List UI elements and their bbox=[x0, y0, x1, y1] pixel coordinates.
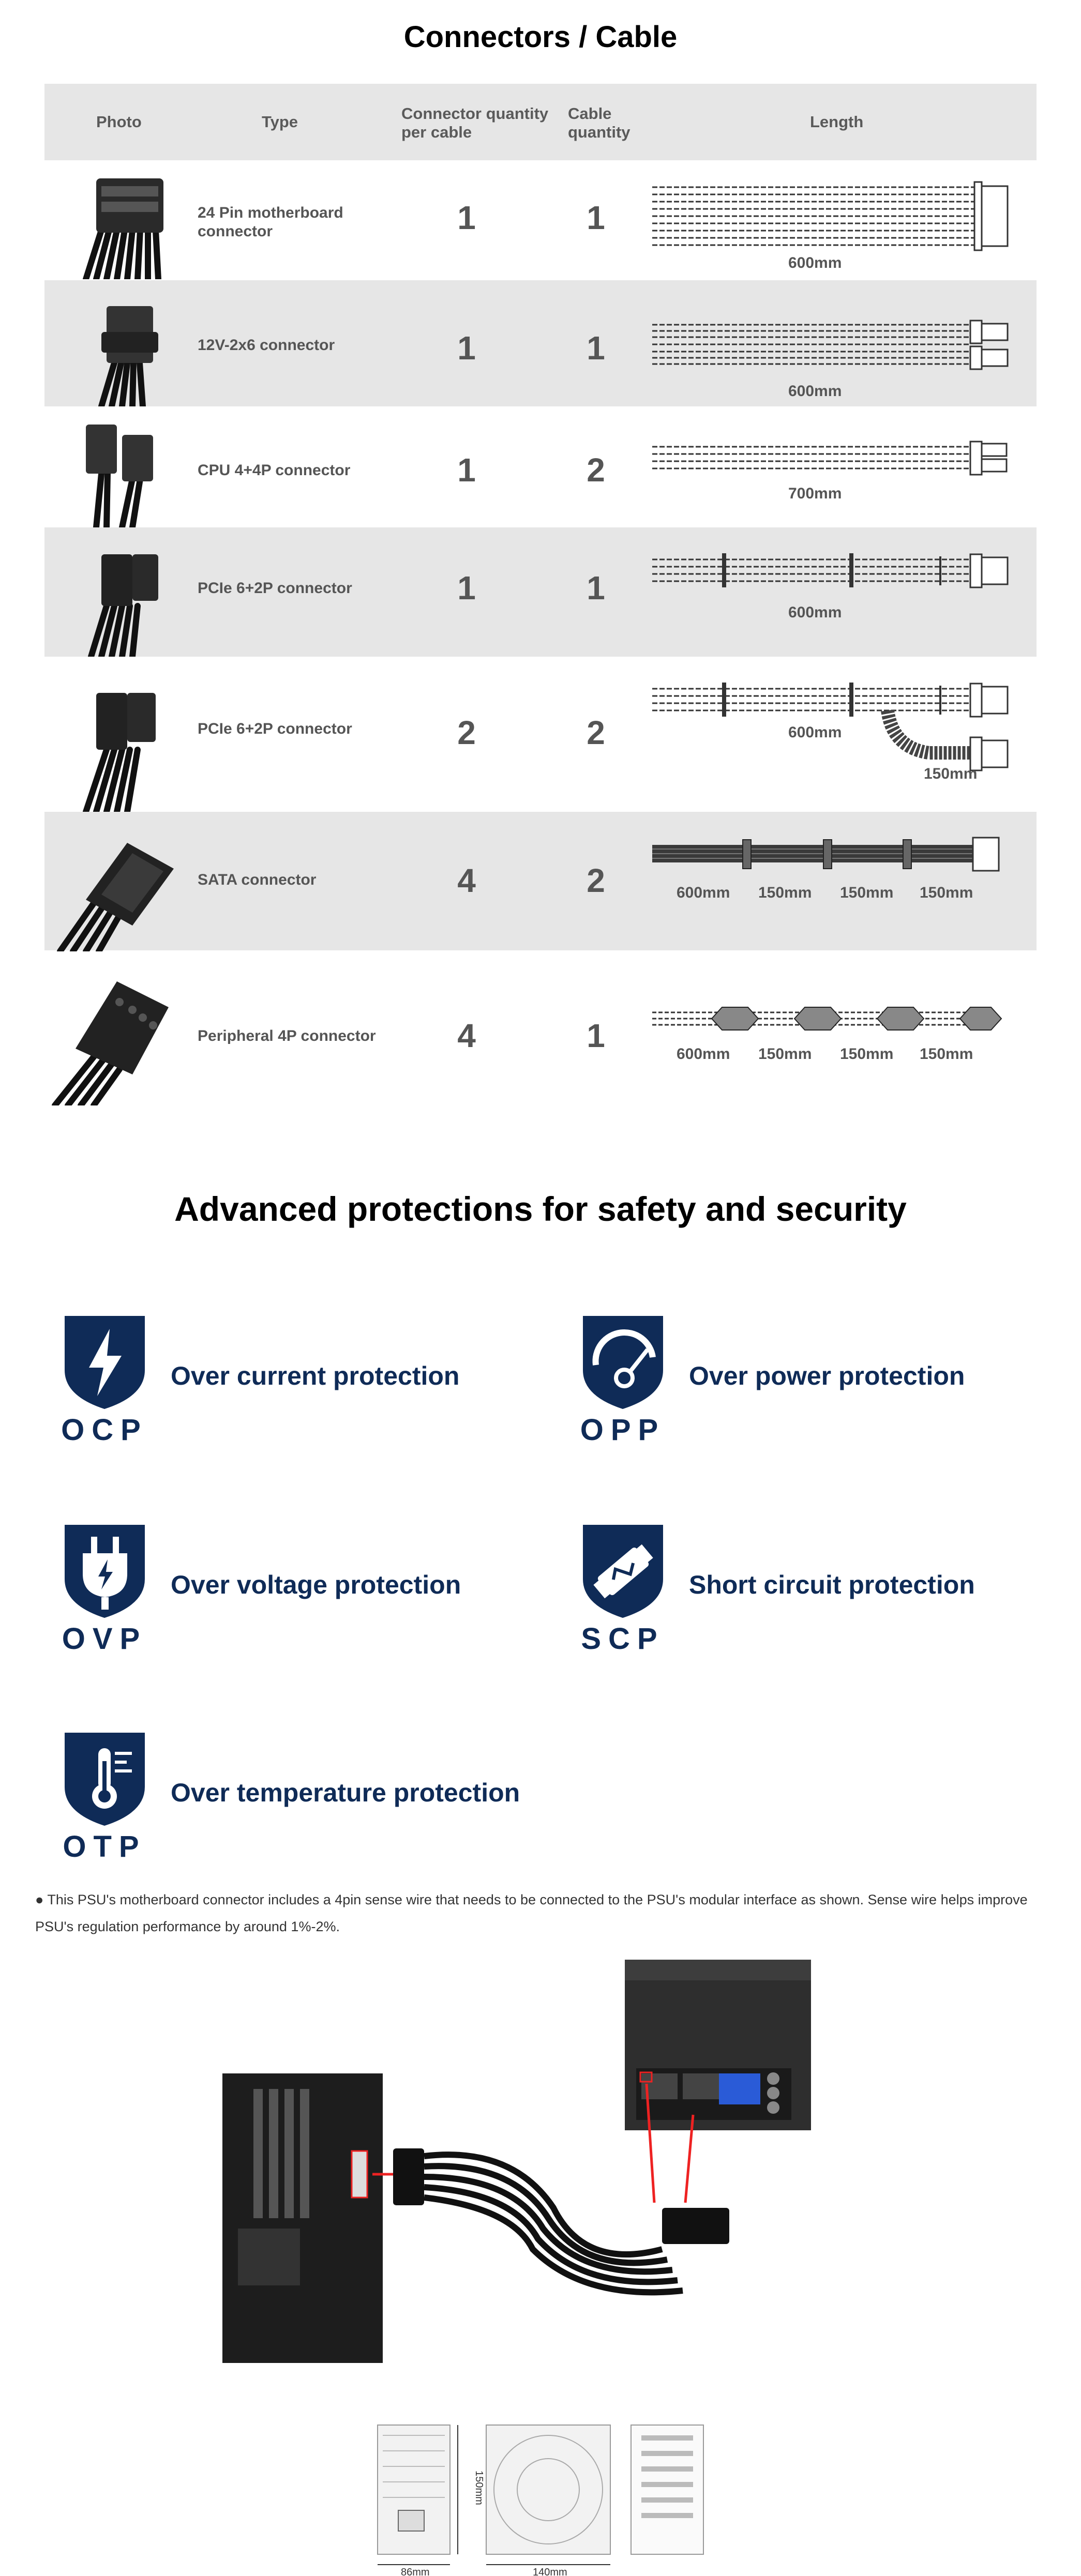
fuse-icon bbox=[575, 1522, 679, 1651]
connector-photo bbox=[65, 412, 179, 527]
connectors-title: Connectors / Cable bbox=[403, 20, 678, 54]
table-row bbox=[44, 812, 1037, 950]
protection-label: Over current protection bbox=[171, 1361, 460, 1390]
cable-diagram bbox=[650, 440, 1012, 481]
connector-type: 24 Pin motherboard connector bbox=[198, 204, 343, 240]
length-label: 150mm bbox=[924, 765, 978, 782]
table-row bbox=[44, 527, 1037, 657]
table-row bbox=[44, 950, 1037, 1105]
cable-diagram bbox=[650, 179, 1012, 256]
cable-diagram bbox=[650, 551, 1012, 598]
protection-item-otp bbox=[57, 1730, 574, 1865]
protection-label: Over voltage protection bbox=[171, 1570, 461, 1599]
connector-photo bbox=[50, 971, 184, 1105]
width-label: 86mm bbox=[401, 2567, 430, 2576]
connector-photo bbox=[65, 291, 179, 406]
psu-dimensions bbox=[372, 2420, 714, 2575]
length-label: 600mm bbox=[788, 254, 842, 271]
protection-item-opp bbox=[575, 1313, 1041, 1448]
cable-quantity: 2 bbox=[587, 714, 605, 751]
length-label: 600mm bbox=[677, 1045, 730, 1063]
protections-title: Advanced protections for safety and security bbox=[174, 1190, 907, 1228]
length-label: 600mm bbox=[677, 884, 730, 901]
protection-abbr: OVP bbox=[62, 1622, 147, 1651]
connector-quantity: 1 bbox=[457, 329, 476, 367]
protection-label: Over power protection bbox=[689, 1361, 965, 1390]
header-cable-quantity: Cable quantity bbox=[568, 104, 630, 141]
connector-quantity: 4 bbox=[457, 1017, 476, 1054]
connector-type: 12V-2x6 connector bbox=[198, 337, 335, 354]
connector-quantity: 1 bbox=[457, 569, 476, 607]
lightning-icon bbox=[57, 1313, 160, 1443]
length-label: 600mm bbox=[788, 604, 842, 621]
table-row bbox=[44, 280, 1037, 406]
plug-icon bbox=[57, 1522, 160, 1651]
header-photo: Photo bbox=[96, 113, 142, 131]
depth-label: 140mm bbox=[533, 2567, 567, 2576]
connector-quantity: 2 bbox=[457, 714, 476, 751]
protection-label: Over temperature protection bbox=[171, 1778, 520, 1807]
header-type: Type bbox=[262, 113, 298, 131]
cable-quantity: 2 bbox=[587, 451, 605, 489]
length-label: 600mm bbox=[788, 724, 842, 741]
cable-diagram bbox=[650, 319, 1012, 375]
protection-item-ocp bbox=[57, 1313, 522, 1448]
length-label: 150mm bbox=[840, 884, 894, 901]
connector-quantity: 1 bbox=[457, 451, 476, 489]
length-label: 150mm bbox=[758, 884, 812, 901]
table-row bbox=[44, 657, 1037, 812]
header-length: Length bbox=[810, 113, 864, 131]
length-label: 600mm bbox=[788, 383, 842, 400]
connector-type: SATA connector bbox=[198, 871, 317, 888]
protection-abbr: OTP bbox=[63, 1830, 146, 1859]
cable-diagram bbox=[650, 830, 1012, 872]
table-row bbox=[44, 406, 1037, 527]
length-label: 150mm bbox=[920, 884, 973, 901]
connector-quantity: 4 bbox=[457, 862, 476, 899]
height-label: 150mm bbox=[473, 2471, 485, 2505]
connector-photo bbox=[50, 822, 184, 951]
table-row bbox=[44, 160, 1037, 280]
cable-quantity: 1 bbox=[587, 1017, 605, 1054]
thermometer-icon bbox=[57, 1730, 160, 1859]
protection-abbr: OCP bbox=[61, 1413, 148, 1443]
protection-item-scp bbox=[575, 1522, 1041, 1657]
connector-type: PCIe 6+2P connector bbox=[198, 580, 352, 597]
connector-type: PCIe 6+2P connector bbox=[198, 720, 352, 737]
sense-wire-note: ● This PSU's motherboard connector includes a 4pin sense wire that needs to be connected to the PSU's modular interface as shown. Sense wire helps improve PSU's regulation performance by around 1%-2%. bbox=[35, 1892, 1028, 1934]
gauge-icon bbox=[575, 1313, 679, 1443]
table-header bbox=[44, 84, 1037, 160]
connector-photo bbox=[65, 677, 179, 812]
cable-quantity: 1 bbox=[587, 329, 605, 367]
cable-diagram bbox=[650, 1000, 1012, 1036]
cable-quantity: 2 bbox=[587, 862, 605, 899]
psu-connection-illustration bbox=[222, 1960, 833, 2363]
cable-quantity: 1 bbox=[587, 569, 605, 607]
connector-photo bbox=[65, 168, 179, 279]
protection-abbr: OPP bbox=[580, 1413, 666, 1443]
dimension-drawing bbox=[372, 2420, 714, 2575]
header-connector-quantity: Connector quantity per cable bbox=[401, 104, 549, 141]
connector-quantity: 1 bbox=[457, 199, 476, 236]
length-label: 150mm bbox=[920, 1045, 973, 1063]
length-label: 150mm bbox=[758, 1045, 812, 1063]
connector-type: Peripheral 4P connector bbox=[198, 1027, 376, 1044]
length-label: 700mm bbox=[788, 485, 842, 502]
protection-abbr: SCP bbox=[581, 1622, 665, 1651]
length-label: 150mm bbox=[840, 1045, 894, 1063]
connector-type: CPU 4+4P connector bbox=[198, 462, 351, 479]
protection-item-ovp bbox=[57, 1522, 522, 1657]
connector-photo bbox=[65, 539, 179, 657]
protection-label: Short circuit protection bbox=[689, 1570, 975, 1599]
cable-quantity: 1 bbox=[587, 199, 605, 236]
